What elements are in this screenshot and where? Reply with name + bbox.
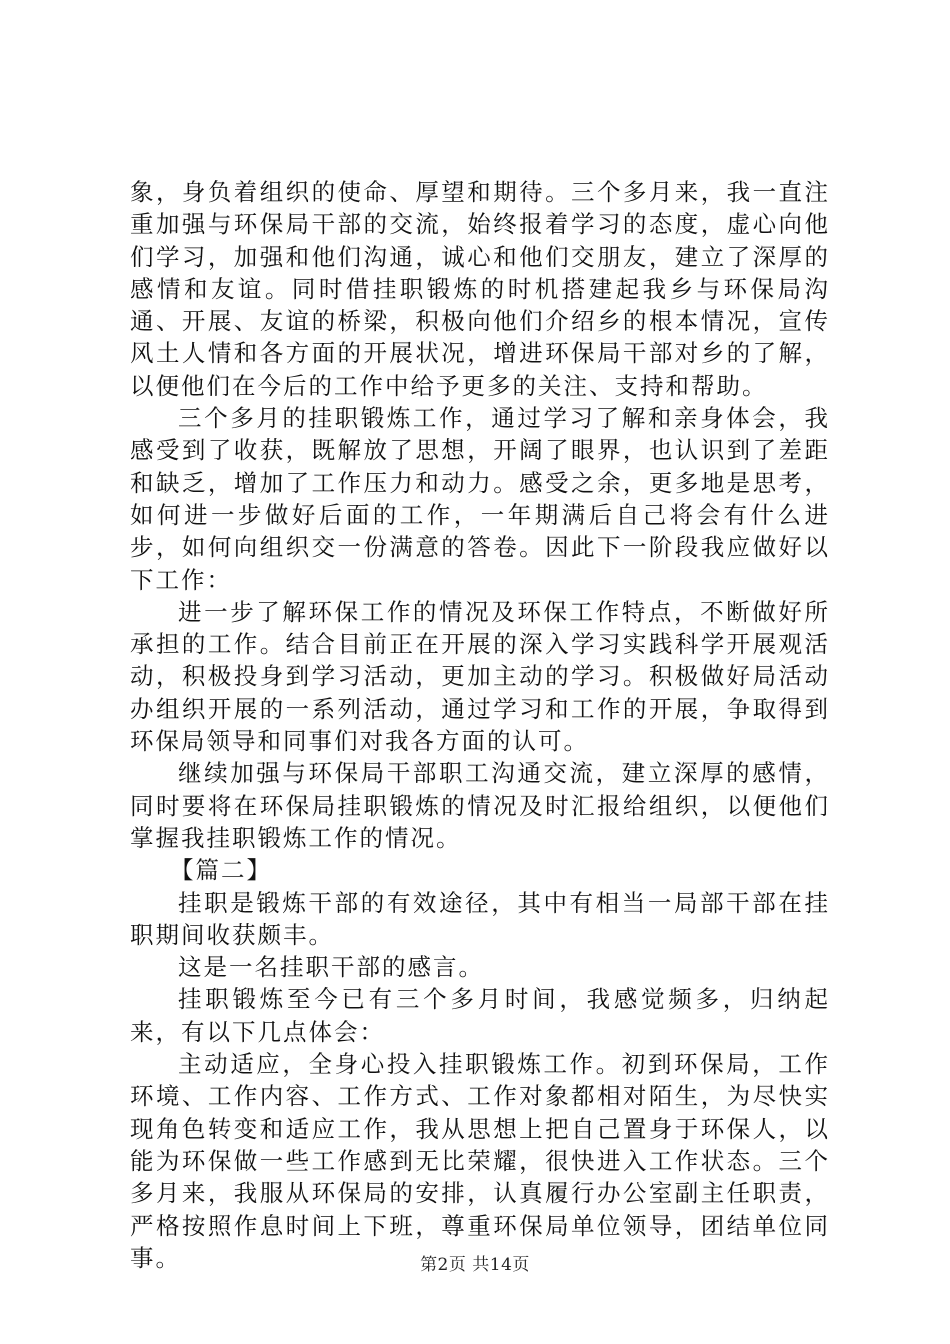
paragraph: 继续加强与环保局干部职工沟通交流，建立深厚的感情，同时要将在环保局挂职锻炼的情况及时汇报给组织，以便他们掌握我挂职锻炼工作的情况。 xyxy=(130,759,830,852)
paragraph: 进一步了解环保工作的情况及环保工作特点，不断做好所承担的工作。结合目前正在开展的深入学习实践科学开展观活动，积极投身到学习活动，更加主动的学习。积极做好局活动办组织开展的一系列活动，通过学习和工作的开展，争取得到环保局领导和同事们对我各方面的认可。 xyxy=(130,597,830,756)
paragraph: 挂职是锻炼干部的有效途径，其中有相当一局部干部在挂职期间收获颇丰。 xyxy=(130,888,830,949)
paragraph: 三个多月的挂职锻炼工作，通过学习了解和亲身体会，我感受到了收获，既解放了思想，开阔了眼界，也认识到了差距和缺乏，增加了工作压力和动力。感受之余，更多地是思考，如何进一步做好后面的工作，一年期满后自己将会有什么进步，如何向组织交一份满意的答卷。因此下一阶段我应做好以下工作： xyxy=(130,404,830,594)
paragraph-continued: 象，身负着组织的使命、厚望和期待。三个多月来，我一直注重加强与环保局干部的交流，始终报着学习的态度，虚心向他们学习，加强和他们沟通，诚心和他们交朋友，建立了深厚的感情和友谊。同时借挂职锻炼的时机搭建起我乡与环保局沟通、开展、友谊的桥梁，积极向他们介绍乡的根本情况，宣传风土人情和各方面的开展状况，增进环保局干部对乡的了解，以便他们在今后的工作中给予更多的关注、支持和帮助。 xyxy=(130,178,830,400)
paragraph: 主动适应，全身心投入挂职锻炼工作。初到环保局，工作环境、工作内容、工作方式、工作对象都相对陌生，为尽快实现角色转变和适应工作，我从思想上把自己置身于环保人，以能为环保做一些工作感到无比荣耀，很快进入工作状态。三个多月来，我服从环保局的安排，认真履行办公室副主任职责，严格按照作息时间上下班，尊重环保局单位领导，团结单位同事。 xyxy=(130,1050,830,1272)
section-heading: 【篇二】 xyxy=(170,856,272,885)
paragraph: 这是一名挂职干部的感言。 xyxy=(178,953,484,982)
page-number-footer: 第2页 共14页 xyxy=(420,1255,530,1275)
document-body xyxy=(130,176,830,1274)
paragraph: 挂职锻炼至今已有三个多月时间，我感觉频多，归纳起来，有以下几点体会： xyxy=(130,985,830,1046)
